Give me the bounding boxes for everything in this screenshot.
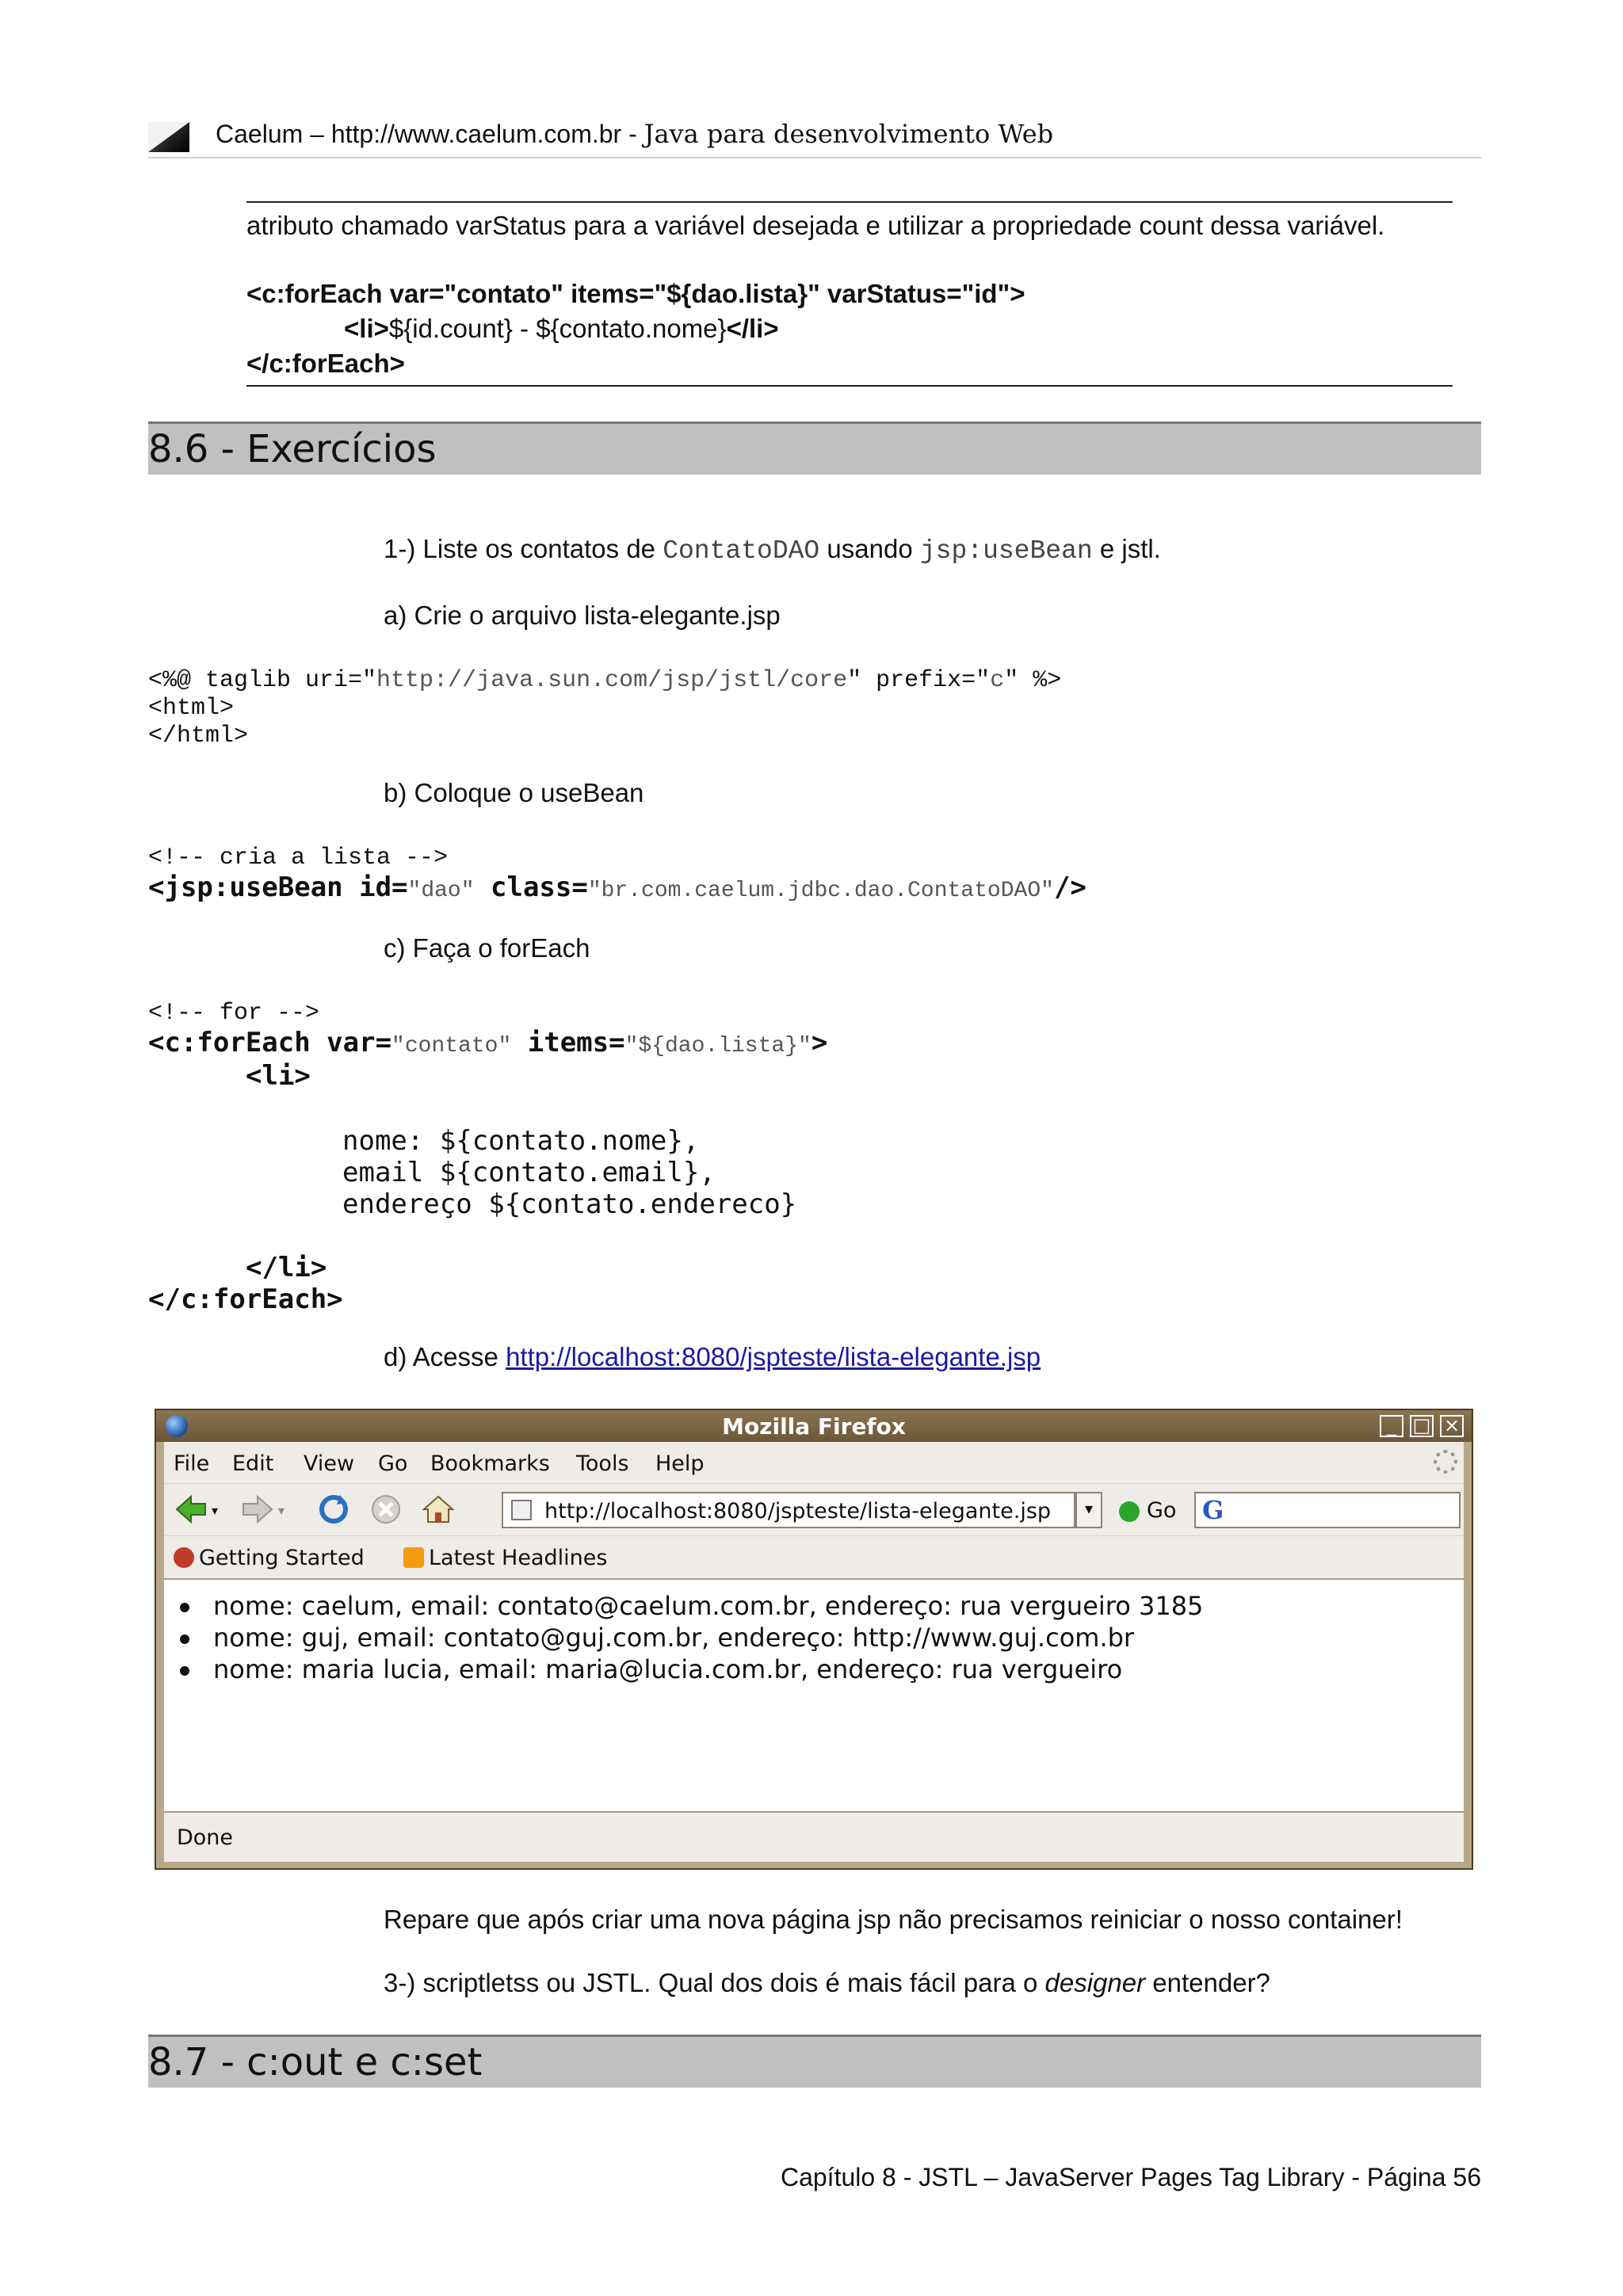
reload-icon[interactable]: [316, 1492, 351, 1527]
step-a-label: a) Crie o arquivo lista-elegante.jsp: [384, 601, 781, 630]
getting-started-icon: [174, 1547, 194, 1568]
header-company-url: Caelum – http://www.caelum.com.br -: [216, 120, 644, 148]
throbber-icon: [1434, 1450, 1457, 1474]
usebean-id-value: "dao": [407, 879, 475, 903]
bookmarks-toolbar: [164, 1535, 1464, 1579]
taglib-prefix: c: [990, 667, 1005, 694]
bullet-icon: [180, 1634, 189, 1644]
running-header: [216, 119, 1053, 149]
bullet-icon: [180, 1603, 189, 1612]
forward-dropdown-icon[interactable]: ▾: [278, 1505, 285, 1518]
menu-bookmarks[interactable]: Bookmarks: [430, 1451, 550, 1476]
go-icon[interactable]: [1119, 1501, 1140, 1522]
list-item: [180, 1591, 1203, 1621]
back-dropdown-icon[interactable]: ▾: [212, 1505, 219, 1518]
usebean-close: />: [1053, 871, 1086, 903]
list-item: [180, 1654, 1122, 1684]
foreach-tag: <c:forEach var=: [148, 1027, 392, 1058]
ex1-post: e jstl.: [1092, 534, 1161, 563]
box-bottom-rule: [246, 385, 1453, 387]
menu-edit[interactable]: Edit: [232, 1451, 274, 1476]
url-dropdown-icon[interactable]: ▾: [1075, 1492, 1102, 1528]
page-content-area: [164, 1578, 1464, 1813]
usebean-class-attr: class=: [474, 871, 588, 903]
step-d-line: [384, 1342, 1041, 1372]
status-text: Done: [177, 1825, 234, 1850]
firefox-titlebar: [156, 1410, 1472, 1442]
ex1-code-usebean: jsp:useBean: [919, 536, 1093, 566]
go-button[interactable]: Go: [1147, 1498, 1177, 1523]
step-d-link[interactable]: http://localhost:8080/jspteste/lista-elegante.jsp: [506, 1342, 1041, 1371]
step-c-comment: <!-- for -->: [148, 1000, 320, 1027]
taglib-mid: " prefix=": [847, 667, 991, 694]
back-arrow-icon[interactable]: [174, 1492, 208, 1527]
taglib-uri: http://java.sun.com/jsp/jstl/core: [376, 667, 848, 694]
step-c-body-nome: nome: ${contato.nome},: [342, 1125, 700, 1157]
exercise-1-text: [384, 534, 1161, 566]
usebean-class-value: "br.com.caelum.jdbc.dao.ContatoDAO": [587, 879, 1054, 903]
q3-pre: 3-) scriptletss ou JSTL. Qual dos dois é mais fácil para o: [384, 1968, 1045, 1997]
ex1-pre: 1-) Liste os contatos de: [384, 534, 663, 563]
header-divider: [148, 157, 1481, 158]
step-b-usebean-code: [148, 871, 1086, 903]
bullet-icon: [180, 1666, 189, 1676]
step-a-code-taglib: [148, 667, 1061, 694]
list-item-text: nome: caelum, email: contato@caelum.com.br, endereço: rua vergueiro 3185: [213, 1591, 1204, 1621]
step-b-comment: <!-- cria a lista -->: [148, 845, 449, 871]
box-text-line: atributo chamado varStatus para a variável desejada e utilizar a propriedade count dessa variável.: [246, 211, 1385, 240]
menu-bar: [164, 1442, 1464, 1480]
box-code-foreach: <c:forEach var="contato" items="${dao.lista}" varStatus="id">: [246, 279, 1025, 308]
foreach-items-attr: items=: [511, 1027, 625, 1058]
navigation-toolbar: [164, 1483, 1464, 1535]
header-book-title: Java para desenvolvimento Web: [643, 119, 1054, 149]
menu-help[interactable]: Help: [655, 1451, 705, 1476]
repare-note: Repare que após criar uma nova página jsp não precisamos reiniciar o nosso container!: [384, 1905, 1403, 1934]
box-code-li-open: <li>: [344, 314, 389, 343]
url-text: http://localhost:8080/jspteste/lista-elegante.jsp: [544, 1499, 1052, 1524]
page-icon: [511, 1500, 532, 1520]
firefox-window-title: Mozilla Firefox: [722, 1413, 906, 1440]
page-footer: Capítulo 8 - JSTL – JavaServer Pages Tag Library - Página 56: [780, 2163, 1481, 2191]
step-c-li-open: <li>: [246, 1060, 311, 1092]
step-a-code-html-close: </html>: [148, 723, 249, 749]
foreach-var-value: "contato": [391, 1034, 512, 1058]
list-item-text: nome: guj, email: contato@guj.com.br, endereço: http://www.guj.com.br: [213, 1623, 1135, 1653]
maximize-button[interactable]: □: [1410, 1415, 1434, 1437]
step-c-label: c) Faça o forEach: [384, 933, 590, 963]
section-title-cout-cset: 8.7 - c:out e c:set: [148, 2040, 483, 2084]
q3-post: entender?: [1145, 1968, 1270, 1997]
close-button[interactable]: ×: [1440, 1415, 1464, 1437]
box-code-li-close: </li>: [726, 314, 779, 343]
section-title-exercicios: 8.6 - Exercícios: [148, 427, 437, 471]
step-c-body-email: email ${contato.email},: [342, 1157, 716, 1188]
taglib-pre: <%@ taglib uri=": [148, 667, 377, 694]
minimize-button[interactable]: _: [1380, 1415, 1403, 1437]
step-c-li-close: </li>: [246, 1252, 327, 1283]
step-c-foreach-code: [148, 1027, 827, 1058]
firefox-client-area: [164, 1442, 1464, 1862]
stop-icon[interactable]: [369, 1492, 403, 1527]
bookmark-getting-started[interactable]: Getting Started: [199, 1546, 365, 1570]
menu-file[interactable]: File: [174, 1451, 210, 1476]
usebean-tag: <jsp:useBean id=: [148, 871, 408, 903]
box-code-foreach-end: </c:forEach>: [246, 349, 405, 378]
box-top-rule: [246, 201, 1453, 203]
exercise-3-text: [384, 1968, 1270, 1998]
forward-arrow-icon[interactable]: [240, 1492, 275, 1527]
q3-designer: designer: [1044, 1968, 1146, 1997]
bookmark-latest-headlines[interactable]: Latest Headlines: [429, 1546, 608, 1570]
ex1-mid: usando: [819, 534, 920, 563]
step-a-code-html-open: <html>: [148, 695, 235, 722]
ex1-code-contatodao: ContatoDAO: [663, 536, 820, 566]
home-icon[interactable]: [421, 1492, 456, 1527]
box-code-li-content: ${id.count} - ${contato.nome}: [388, 314, 727, 343]
list-item: [180, 1623, 1134, 1653]
menu-tools[interactable]: Tools: [576, 1451, 629, 1476]
foreach-close: >: [811, 1027, 828, 1058]
foreach-items-value: "${dao.lista}": [624, 1034, 812, 1058]
step-c-body-endereco: endereço ${contato.endereco}: [342, 1188, 797, 1220]
url-bar[interactable]: [502, 1492, 1075, 1528]
step-d-label: d) Acesse: [384, 1342, 506, 1371]
list-item-text: nome: maria lucia, email: maria@lucia.com.br, endereço: rua vergueiro: [213, 1654, 1123, 1684]
search-input[interactable]: [1194, 1492, 1461, 1528]
box-code-li-line: [344, 314, 779, 344]
taglib-post: " %>: [1004, 667, 1062, 694]
section-heading-bar: [148, 2035, 1481, 2088]
status-bar: [164, 1813, 1464, 1859]
section-heading-bar: [148, 421, 1481, 475]
firefox-window: [155, 1409, 1473, 1870]
menu-go[interactable]: Go: [378, 1451, 408, 1476]
rss-feed-icon: [403, 1547, 424, 1568]
menu-view[interactable]: View: [304, 1451, 355, 1476]
step-b-label: b) Coloque o useBean: [384, 778, 644, 807]
google-search-icon: G: [1202, 1495, 1224, 1525]
step-c-foreach-end: </c:forEach>: [148, 1283, 343, 1315]
